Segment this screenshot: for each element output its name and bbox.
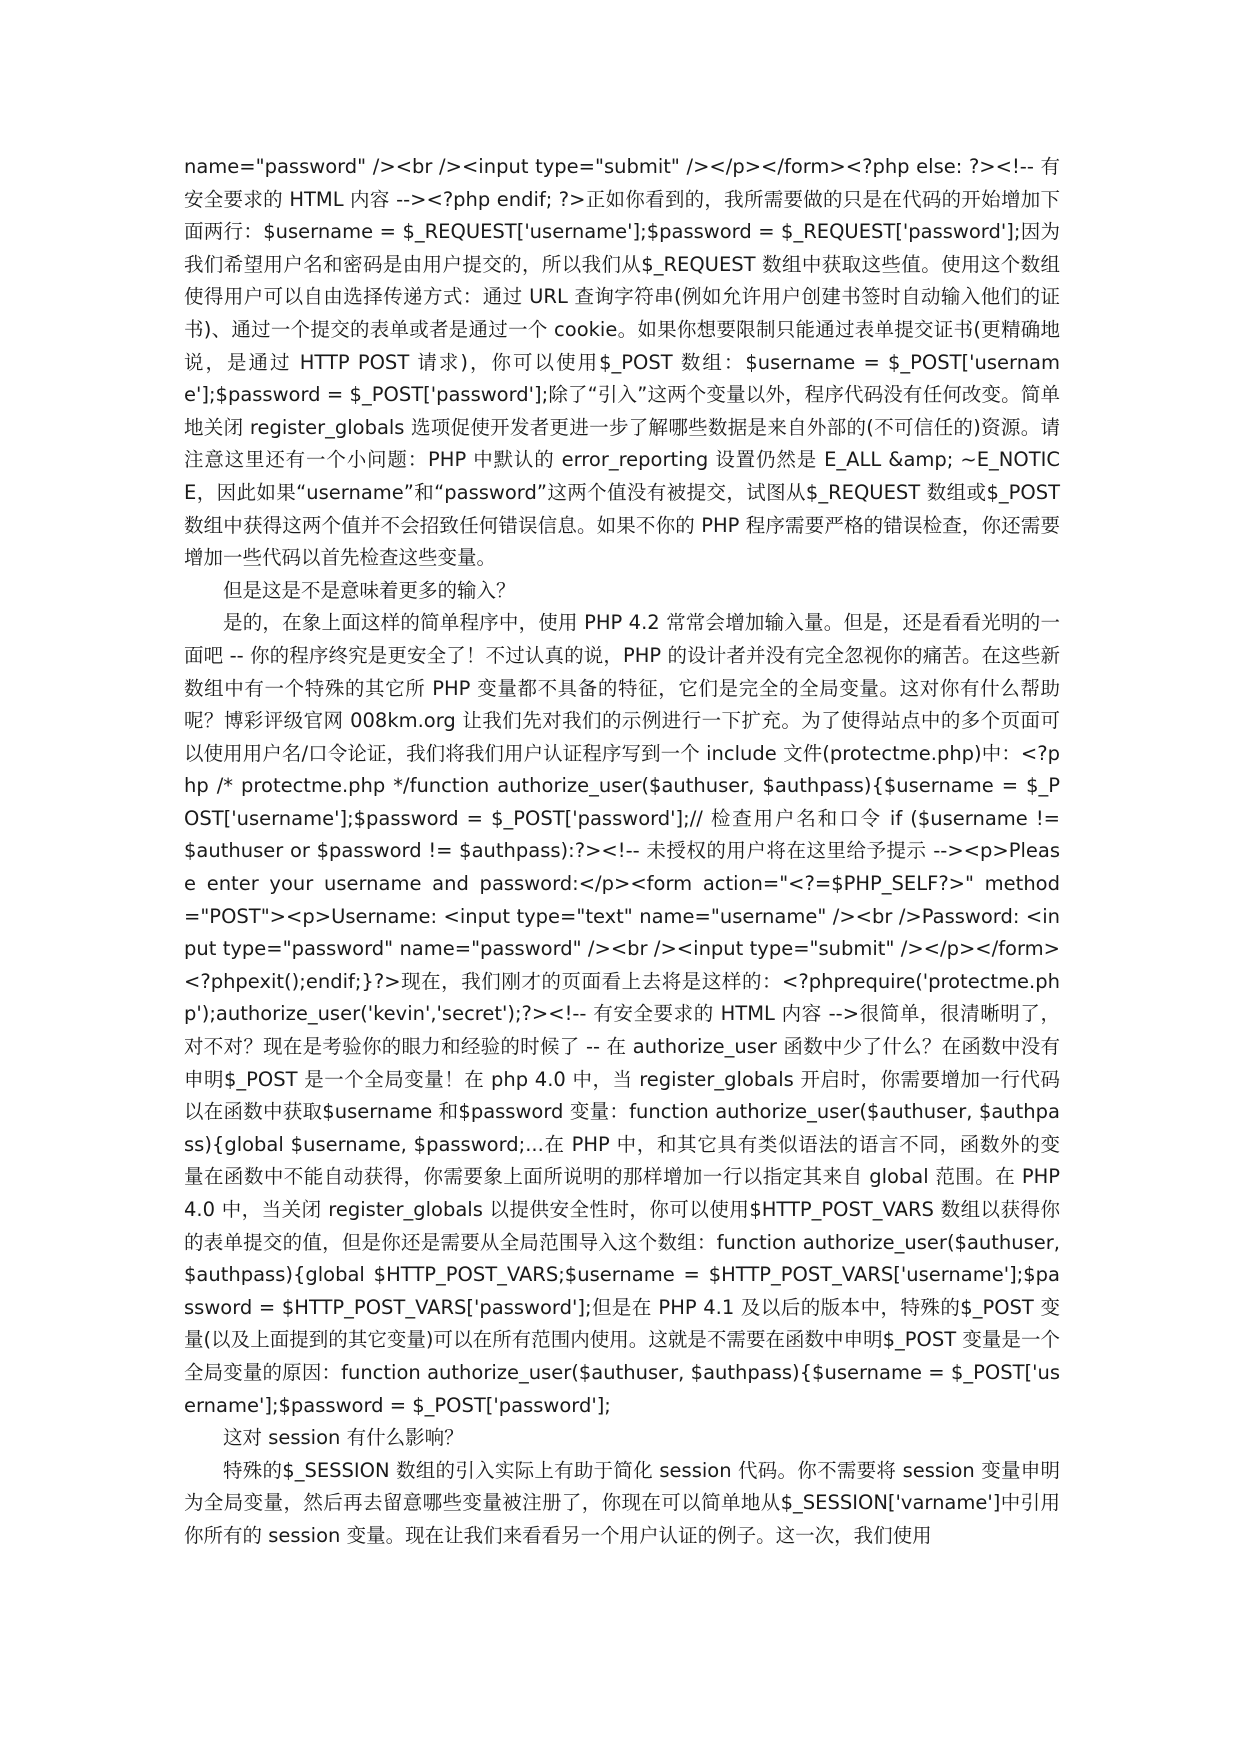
paragraph-4-session-question: 这对 session 有什么影响？	[223, 1426, 464, 1450]
paragraph-3: 是的，在象上面这样的简单程序中，使用 PHP 4.2 常常会增加输入量。但是，还是看看光明的一面吧 -- 你的程序终究是更安全了！不过认真的说，PHP 的设计者并没有完全忽视你的痛苦。在这些新数组中有一个特殊的其它所 PHP 变量都不具备的特征，它们是完全的全局变量。这对你有什么帮助呢？博彩评级官网 008km.org 让我们先对我们的示例进行一下扩充。为了使得站点中的多个页面可以使用用户名/口令论证，我们将我们用户认证程序写到一个 include 文件(protectme.php)中：<?php /* protectme.php */function authorize_user($authuser, $authpass){$username = $_POST['username'];$password = $_POST['password'];// 检查用户名和口令 if ($username != $authuser or $password != $authpass):?><!-- 未授权的用户将在这里给予提示 --><p>Please enter your username and password:</p><form action="<?=$PHP_SELF?>" method="POST"><p>Username: <input type="text" name="username" /><br />Password: <input type="password" name="password" /><br /><input type="submit" /></p></form><?phpexit();endif;}?>现在，我们刚才的页面看上去将是这样的：<?phprequire('protectme.php');authorize_user('kevin','secret');?><!-- 有安全要求的 HTML 内容 -->很简单，很清晰明了，对不对？现在是考验你的眼力和经验的时候了 -- 在 authorize_user 函数中少了什么？在函数中没有申明$_POST 是一个全局变量！在 php 4.0 中，当 register_globals 开启时，你需要增加一行代码以在函数中获取$username 和$password 变量：function authorize_user($authuser, $authpass){global $username, $password;...在 PHP 中，和其它具有类似语法的语言不同，函数外的变量在函数中不能自动获得，你需要象上面所说明的那样增加一行以指定其来自 global 范围。在 PHP 4.0 中，当关闭 register_globals 以提供安全性时，你可以使用$HTTP_POST_VARS 数组以获得你的表单提交的值，但是你还是需要从全局范围导入这个数组：function authorize_user($authuser, $authpass){global $HTTP_POST_VARS;$username = $HTTP_POST_VARS['username'];$password = $HTTP_POST_VARS['password'];但是在 PHP 4.1 及以后的版本中，特殊的$_POST 变量(以及上面提到的其它变量)可以在所有范围内使用。这就是不需要在函数中申明$_POST 变量是一个全局变量的原因：function authorize_user($authuser, $authpass){$username = $_POST['username'];$password = $_POST['password'];	[184, 611, 1060, 1417]
paragraph-5: 特殊的$_SESSION 数组的引入实际上有助于简化 session 代码。你不需要将 session 变量申明为全局变量，然后再去留意哪些变量被注册了，你现在可以简单地从$_SESSION['varname']中引用你所有的 session 变量。现在让我们来看看另一个用户认证的例子。这一次，我们使用	[184, 1458, 1060, 1547]
paragraph-1: name="password" /><br /><input type="submit" /></p></form><?php else: ?><!-- 有安全要求的 HTML 内容 --><?php endif; ?>正如你看到的，我所需要做的只是在代码的开始增加下面两行：$username = $_REQUEST['username'];$password = $_REQUEST['password'];因为我们希望用户名和密码是由用户提交的，所以我们从$_REQUEST 数组中获取这些值。使用这个数组使得用户可以自由选择传递方式：通过 URL 查询字符串(例如允许用户创建书签时自动输入他们的证书)、通过一个提交的表单或者是通过一个 cookie。如果你想要限制只能通过表单提交证书(更精确地说，是通过 HTTP POST 请求)，你可以使用$_POST 数组：$username = $_POST['username'];$password = $_POST['password'];除了“引入”这两个变量以外，程序代码没有任何改变。简单地关闭 register_globals 选项促使开发者更进一步了解哪些数据是来自外部的(不可信任的)资源。请注意这里还有一个小问题：PHP 中默认的 error_reporting 设置仍然是 E_ALL &amp; ~E_NOTICE，因此如果“username”和“password”这两个值没有被提交，试图从$_REQUEST 数组或$_POST 数组中获得这两个值并不会招致任何错误信息。如果不你的 PHP 程序需要严格的错误检查，你还需要增加一些代码以首先检查这些变量。	[184, 155, 1060, 570]
document-body	[184, 151, 1060, 1553]
paragraph-2-heading-question: 但是这是不是意味着更多的输入？	[223, 578, 516, 602]
